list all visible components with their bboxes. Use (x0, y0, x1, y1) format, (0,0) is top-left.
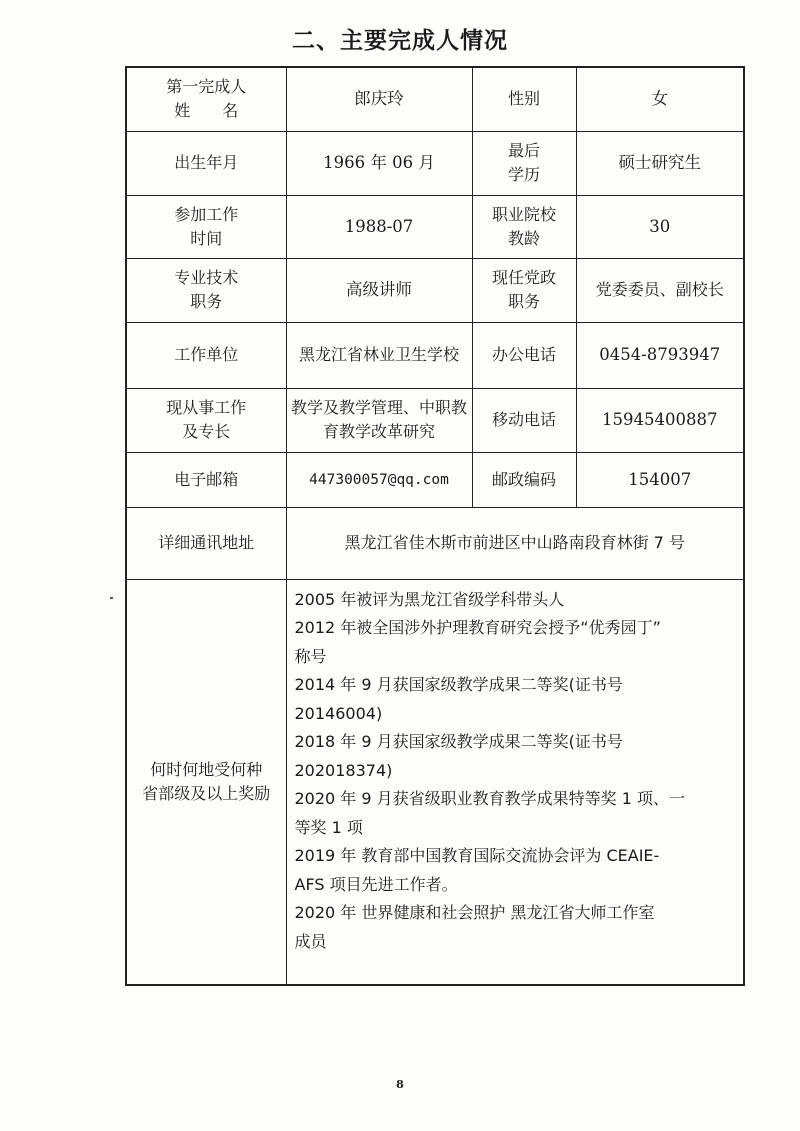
award-line: 称号 (294, 646, 327, 666)
award-line: 202018374) (294, 760, 393, 780)
gender-label: 性别 (472, 67, 576, 131)
education-label: 最后 学历 (472, 131, 576, 195)
work-start-label: 参加工作 时间 (126, 195, 286, 258)
awards-list (286, 579, 744, 985)
education-value: 硕士研究生 (576, 131, 744, 195)
table-row (126, 579, 744, 985)
page-number: 8 (396, 1078, 404, 1091)
award-line: 2019 年 教育部中国教育国际交流协会评为 CEAIE- (294, 846, 660, 865)
name-label: 第一完成人 姓 名 (126, 67, 286, 131)
section-title: 二、主要完成人情况 (292, 28, 508, 54)
award-line: 2005 年被评为黑龙江省级学科带头人 (294, 589, 565, 609)
table-row (126, 131, 744, 195)
table-row (126, 388, 744, 452)
awards-label: 何时何地受何种 省部级及以上奖励 (126, 579, 286, 985)
current-work-label: 现从事工作 及专长 (126, 388, 286, 452)
table-row (126, 195, 744, 258)
work-start-value: 1988-07 (286, 195, 472, 258)
email-label: 电子邮箱 (126, 452, 286, 507)
scan-speck (110, 597, 113, 599)
table-row (126, 452, 744, 507)
award-line: 2014 年 9 月获国家级教学成果二等奖(证书号 (294, 675, 623, 694)
table-row (126, 507, 744, 579)
award-line: 20146004) (294, 703, 383, 723)
award-line: 2018 年 9 月获国家级教学成果二等奖(证书号 (294, 732, 623, 751)
award-line: 2020 年 世界健康和社会照护 黑龙江省大师工作室 (294, 903, 655, 922)
table-row (126, 258, 744, 322)
postal-code-label: 邮政编码 (472, 452, 576, 507)
award-line: 2020 年 9 月获省级职业教育教学成果特等奖 1 项、一 (294, 789, 686, 808)
work-unit-label: 工作单位 (126, 322, 286, 388)
mobile-phone-value: 15945400887 (576, 388, 744, 452)
work-unit-value: 黑龙江省林业卫生学校 (286, 322, 472, 388)
title-label: 专业技术 职务 (126, 258, 286, 322)
postal-code-value: 154007 (576, 452, 744, 507)
mobile-phone-label: 移动电话 (472, 388, 576, 452)
gender-value: 女 (576, 67, 744, 131)
address-label: 详细通讯地址 (126, 507, 286, 579)
table-row (126, 67, 744, 131)
main-completer-info-table (125, 66, 745, 986)
position-value: 党委委员、副校长 (576, 258, 744, 322)
table-row (126, 322, 744, 388)
award-line: 2012 年被全国涉外护理教育研究会授予“优秀园丁” (294, 618, 661, 637)
current-work-value: 教学及教学管理、中职教育教学改革研究 (286, 388, 472, 452)
award-line: 等奖 1 项 (294, 817, 363, 837)
position-label: 现任党政 职务 (472, 258, 576, 322)
address-value: 黑龙江省佳木斯市前进区中山路南段育林街 7 号 (286, 507, 744, 579)
office-phone-value: 0454-8793947 (576, 322, 744, 388)
birth-date-label: 出生年月 (126, 131, 286, 195)
title-value: 高级讲师 (286, 258, 472, 322)
name-value: 郎庆玲 (286, 67, 472, 131)
teaching-years-label: 职业院校 教龄 (472, 195, 576, 258)
award-line: AFS 项目先进工作者。 (294, 874, 458, 894)
award-line: 成员 (294, 931, 327, 951)
teaching-years-value: 30 (576, 195, 744, 258)
birth-date-value: 1966 年 06 月 (286, 131, 472, 195)
email-value: 447300057@qq.com (286, 452, 472, 507)
office-phone-label: 办公电话 (472, 322, 576, 388)
